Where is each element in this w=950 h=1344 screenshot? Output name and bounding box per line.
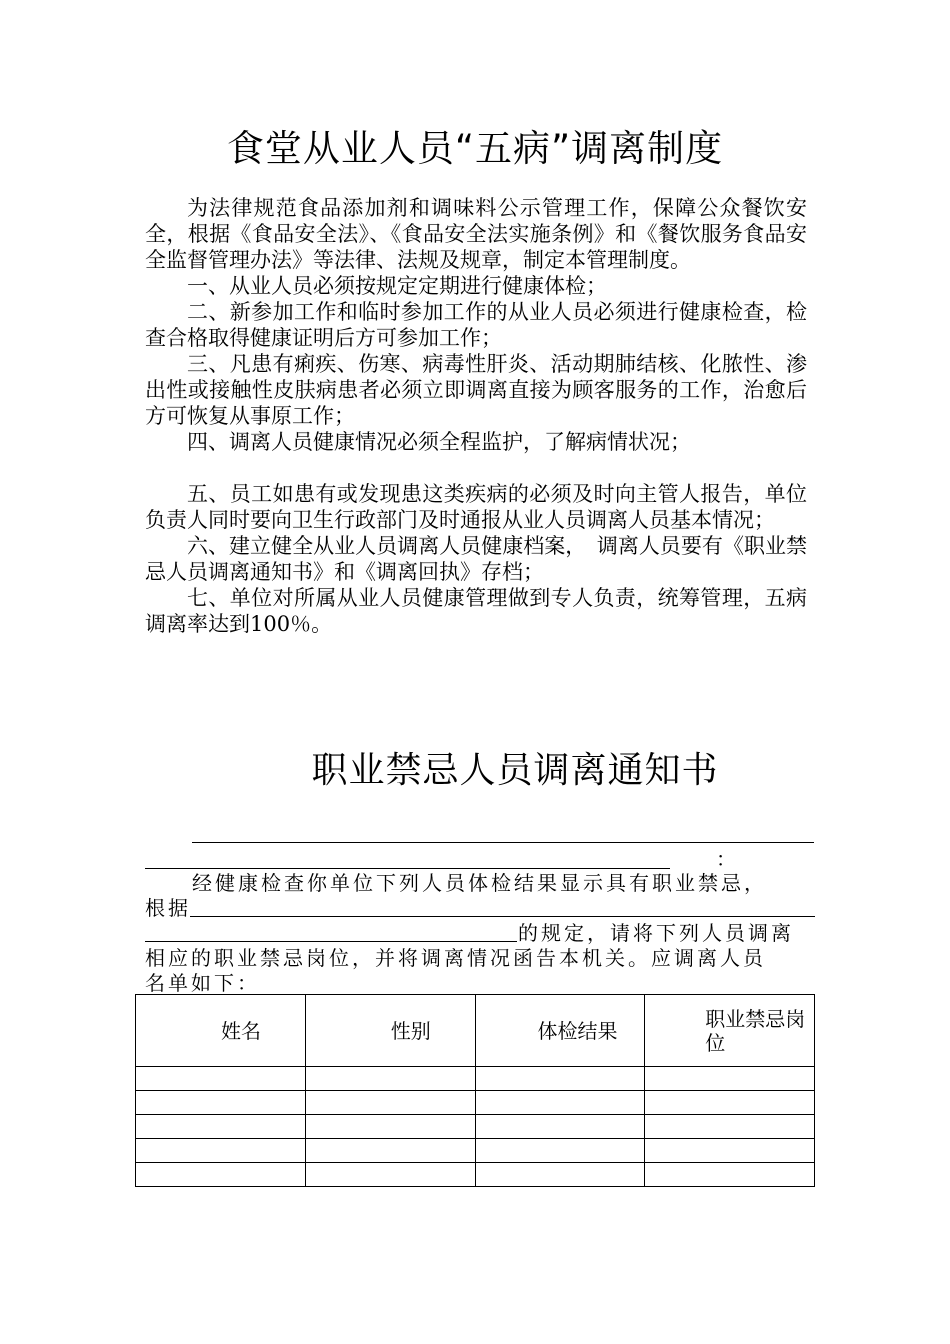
table-cell[interactable] <box>305 1163 475 1187</box>
table-cell[interactable] <box>305 1091 475 1115</box>
table-row <box>136 1139 815 1163</box>
table-cell[interactable] <box>136 1091 306 1115</box>
addressee-blank-line-1 <box>192 842 814 843</box>
table-cell[interactable] <box>136 1163 306 1187</box>
table-cell[interactable] <box>475 1115 645 1139</box>
staff-table <box>135 994 815 1187</box>
notice-line-2-prefix: 根据 <box>145 896 191 920</box>
policy-item-2: 二、新参加工作和临时参加工作的从业人员必须进行健康检查，检查合格取得健康证明后方可参加工作； <box>145 300 807 350</box>
notice-title: 职业禁忌人员调离通知书 <box>311 750 719 791</box>
table-cell[interactable] <box>645 1115 815 1139</box>
policy-item-4: 四、调离人员健康情况必须全程监护，了解病情状况； <box>187 430 691 454</box>
table-cell[interactable] <box>645 1139 815 1163</box>
notice-line-4: 相应的职业禁忌岗位，并将调离情况函告本机关。应调离人员 <box>145 946 766 970</box>
policy-body <box>145 195 828 637</box>
policy-item-1: 一、从业人员必须按规定定期进行健康体检； <box>187 274 607 298</box>
policy-item-5: 五、员工如患有或发现患这类疾病的必须及时向主管人报告，单位负责人同时要向卫生行政部门及时通报从业人员调离人员基本情况； <box>145 482 807 532</box>
table-cell[interactable] <box>645 1067 815 1091</box>
header-prohibited-post: 职业禁忌岗位 <box>645 995 815 1067</box>
policy-item-3: 三、凡患有痢疾、伤寒、病毒性肝炎、活动期肺结核、化脓性、渗出性或接触性皮肤病患者必须立即调离直接为顾客服务的工作，治愈后方可恢复从事原工作； <box>145 352 807 428</box>
table-cell[interactable] <box>136 1139 306 1163</box>
table-cell[interactable] <box>475 1067 645 1091</box>
staff-table-header-row <box>136 995 815 1067</box>
table-cell[interactable] <box>136 1067 306 1091</box>
header-gender: 性别 <box>305 995 475 1067</box>
header-name: 姓名 <box>136 995 306 1067</box>
table-cell[interactable] <box>475 1139 645 1163</box>
table-cell[interactable] <box>305 1139 475 1163</box>
regulation-blank-line-2 <box>145 941 517 942</box>
table-row <box>136 1115 815 1139</box>
notice-line-3-suffix: 的规定，请将下列人员调离 <box>518 921 794 945</box>
table-row <box>136 1163 815 1187</box>
table-cell[interactable] <box>305 1067 475 1091</box>
table-cell[interactable] <box>136 1115 306 1139</box>
table-cell[interactable] <box>475 1091 645 1115</box>
table-cell[interactable] <box>645 1091 815 1115</box>
table-cell[interactable] <box>305 1115 475 1139</box>
notice-line-5: 名单如下： <box>145 971 260 995</box>
table-cell[interactable] <box>645 1163 815 1187</box>
addressee-blank-line-2 <box>145 868 670 869</box>
notice-line-1: 经健康检查你单位下列人员体检结果显示具有职业禁忌， <box>192 871 767 895</box>
policy-item-7: 七、单位对所属从业人员健康管理做到专人负责，统筹管理，五病调离率达到100％。 <box>145 586 807 636</box>
policy-title: 食堂从业人员“五病”调离制度 <box>226 127 724 170</box>
table-row <box>136 1091 815 1115</box>
policy-intro: 为法律规范食品添加剂和调味料公示管理工作，保障公众餐饮安 全，根据《食品安全法》、《食品安全法实施条例》和《餐饮服务食品安全监督管理办法》等法律、法规及规章，制定本管理制度。 <box>145 196 828 272</box>
header-exam-result: 体检结果 <box>475 995 645 1067</box>
table-cell[interactable] <box>475 1163 645 1187</box>
regulation-blank-line-1 <box>190 916 815 917</box>
policy-item-6: 六、建立健全从业人员调离人员健康档案， 调离人员要有《职业禁忌人员调离通知书》和《调离回执》存档； <box>145 534 807 584</box>
addressee-colon: ： <box>716 847 736 871</box>
table-row <box>136 1067 815 1091</box>
